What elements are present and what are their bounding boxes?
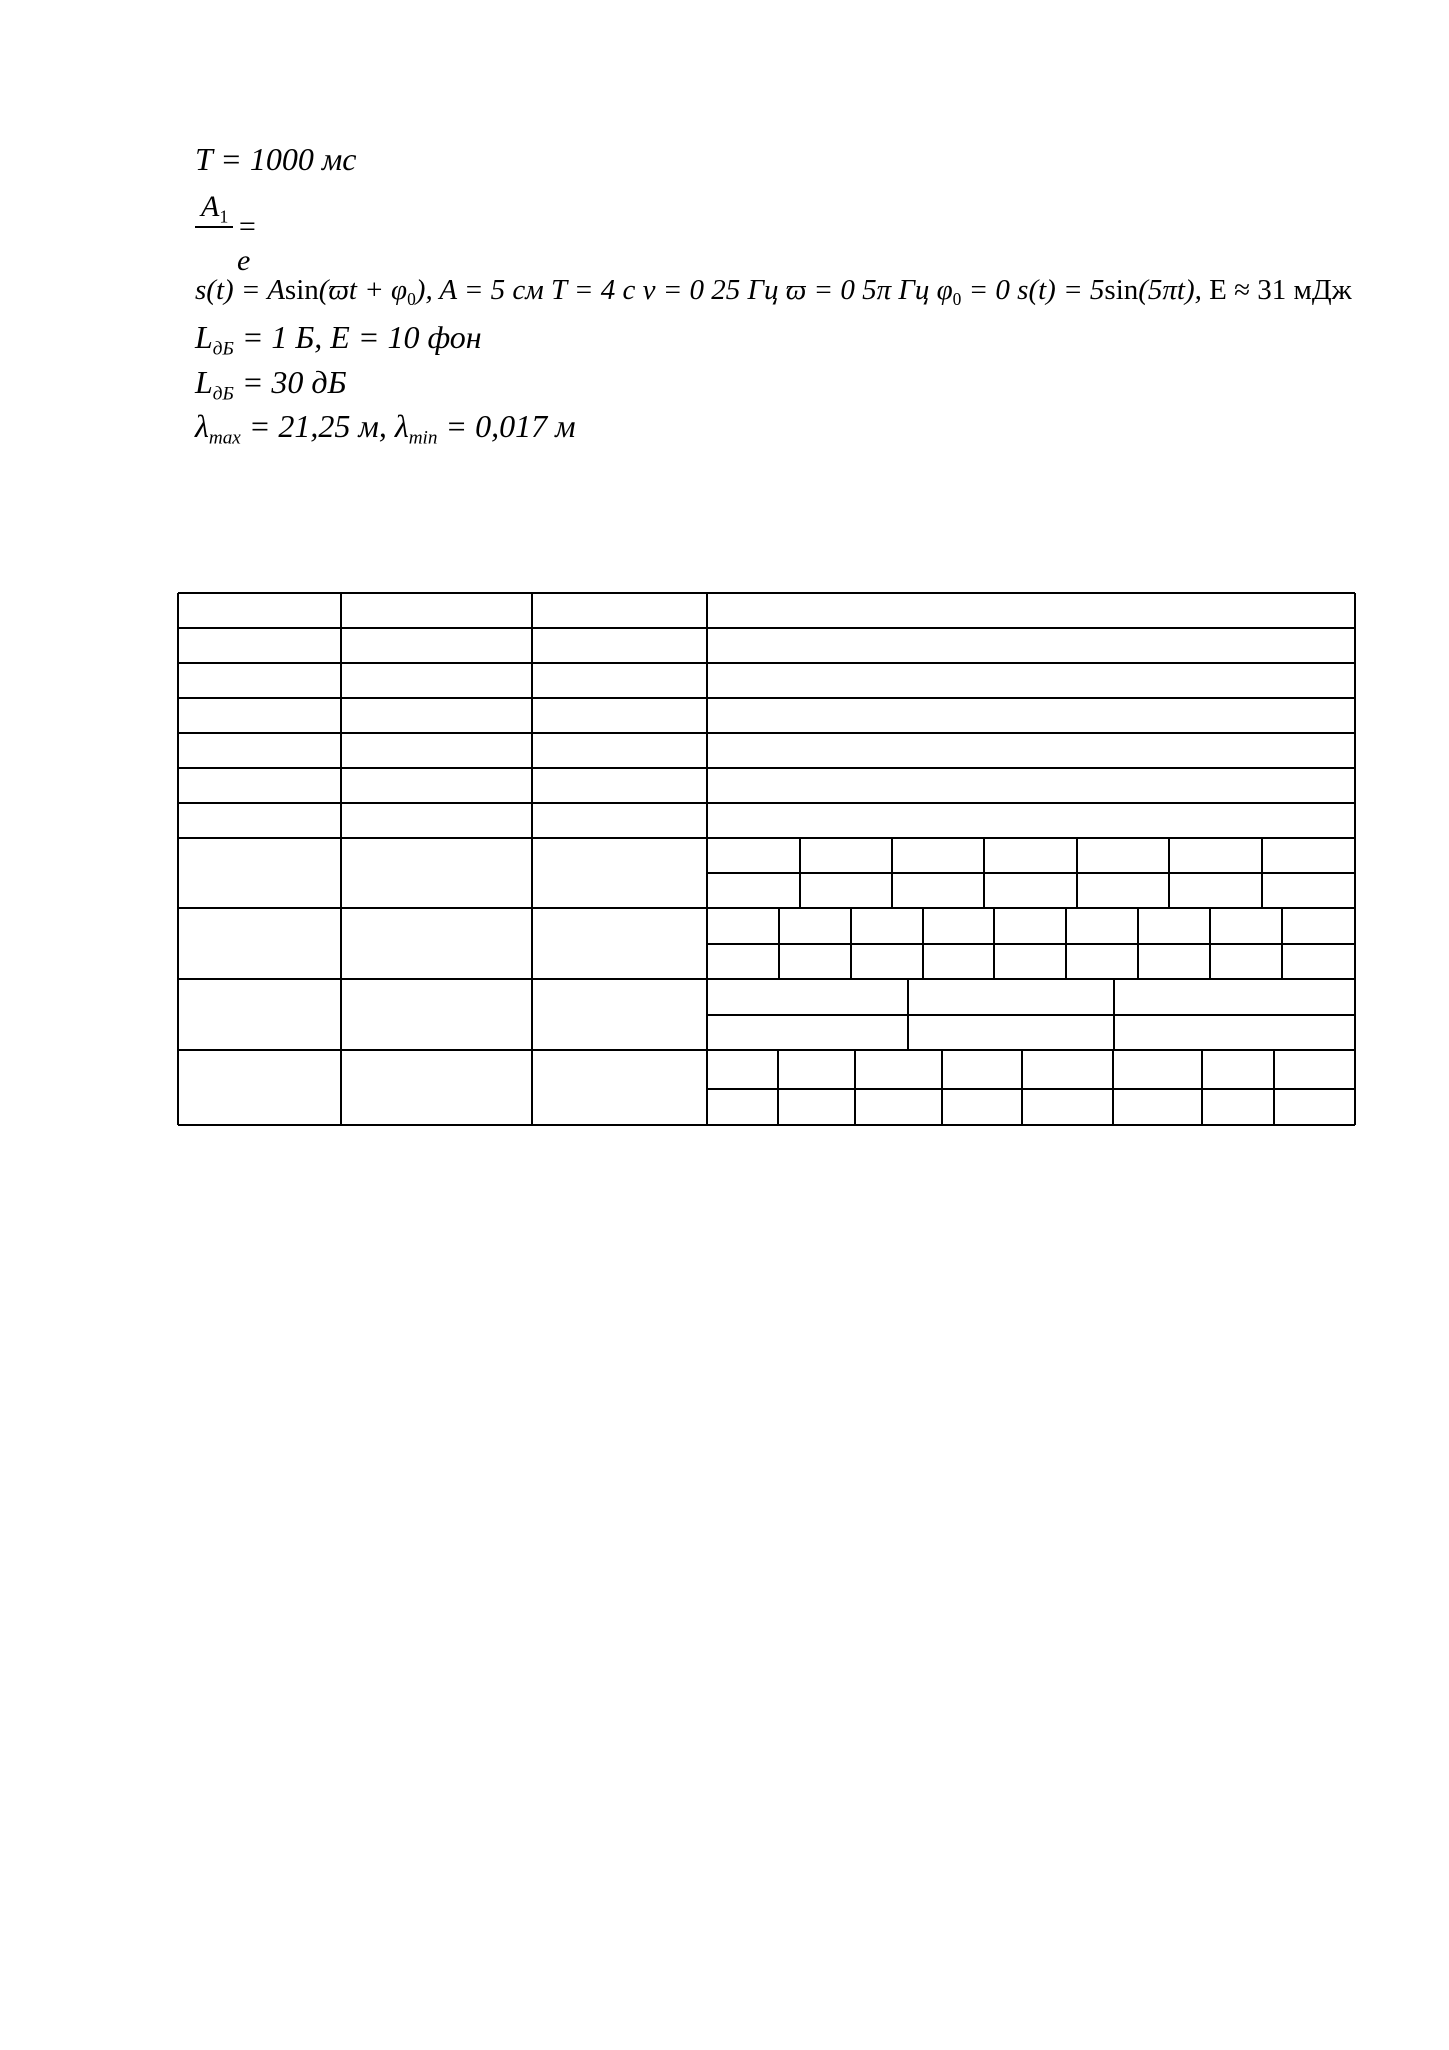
ratio-rest: = e: [237, 210, 258, 277]
wavelength-equation: $\lambda_{max} = 21,25$ м, $\lambda_{min} = 0,017$ м: [195, 408, 576, 449]
ratio-numerator: $A_1$: [201, 190, 229, 227]
level-equation: $L_{дБ} = 1$ Б, E = 10 фон: [195, 319, 482, 360]
level2-equation: $L_{дБ} = 30$ дБ: [195, 364, 347, 405]
oscillation-equation: $s(t) = Asin(ϖt + \varphi_0)$, A = 5 см T = 4 с ν = 0 25 Гц ϖ = 0 5π Гц $\varphi_0 = 0$ s(t) = 5sin(5πt), E ≈ 31 мДж: [195, 274, 1352, 310]
energy-value: E ≈ 31 мДж: [1209, 274, 1352, 306]
period-text: T = 1000 мс: [195, 141, 357, 177]
